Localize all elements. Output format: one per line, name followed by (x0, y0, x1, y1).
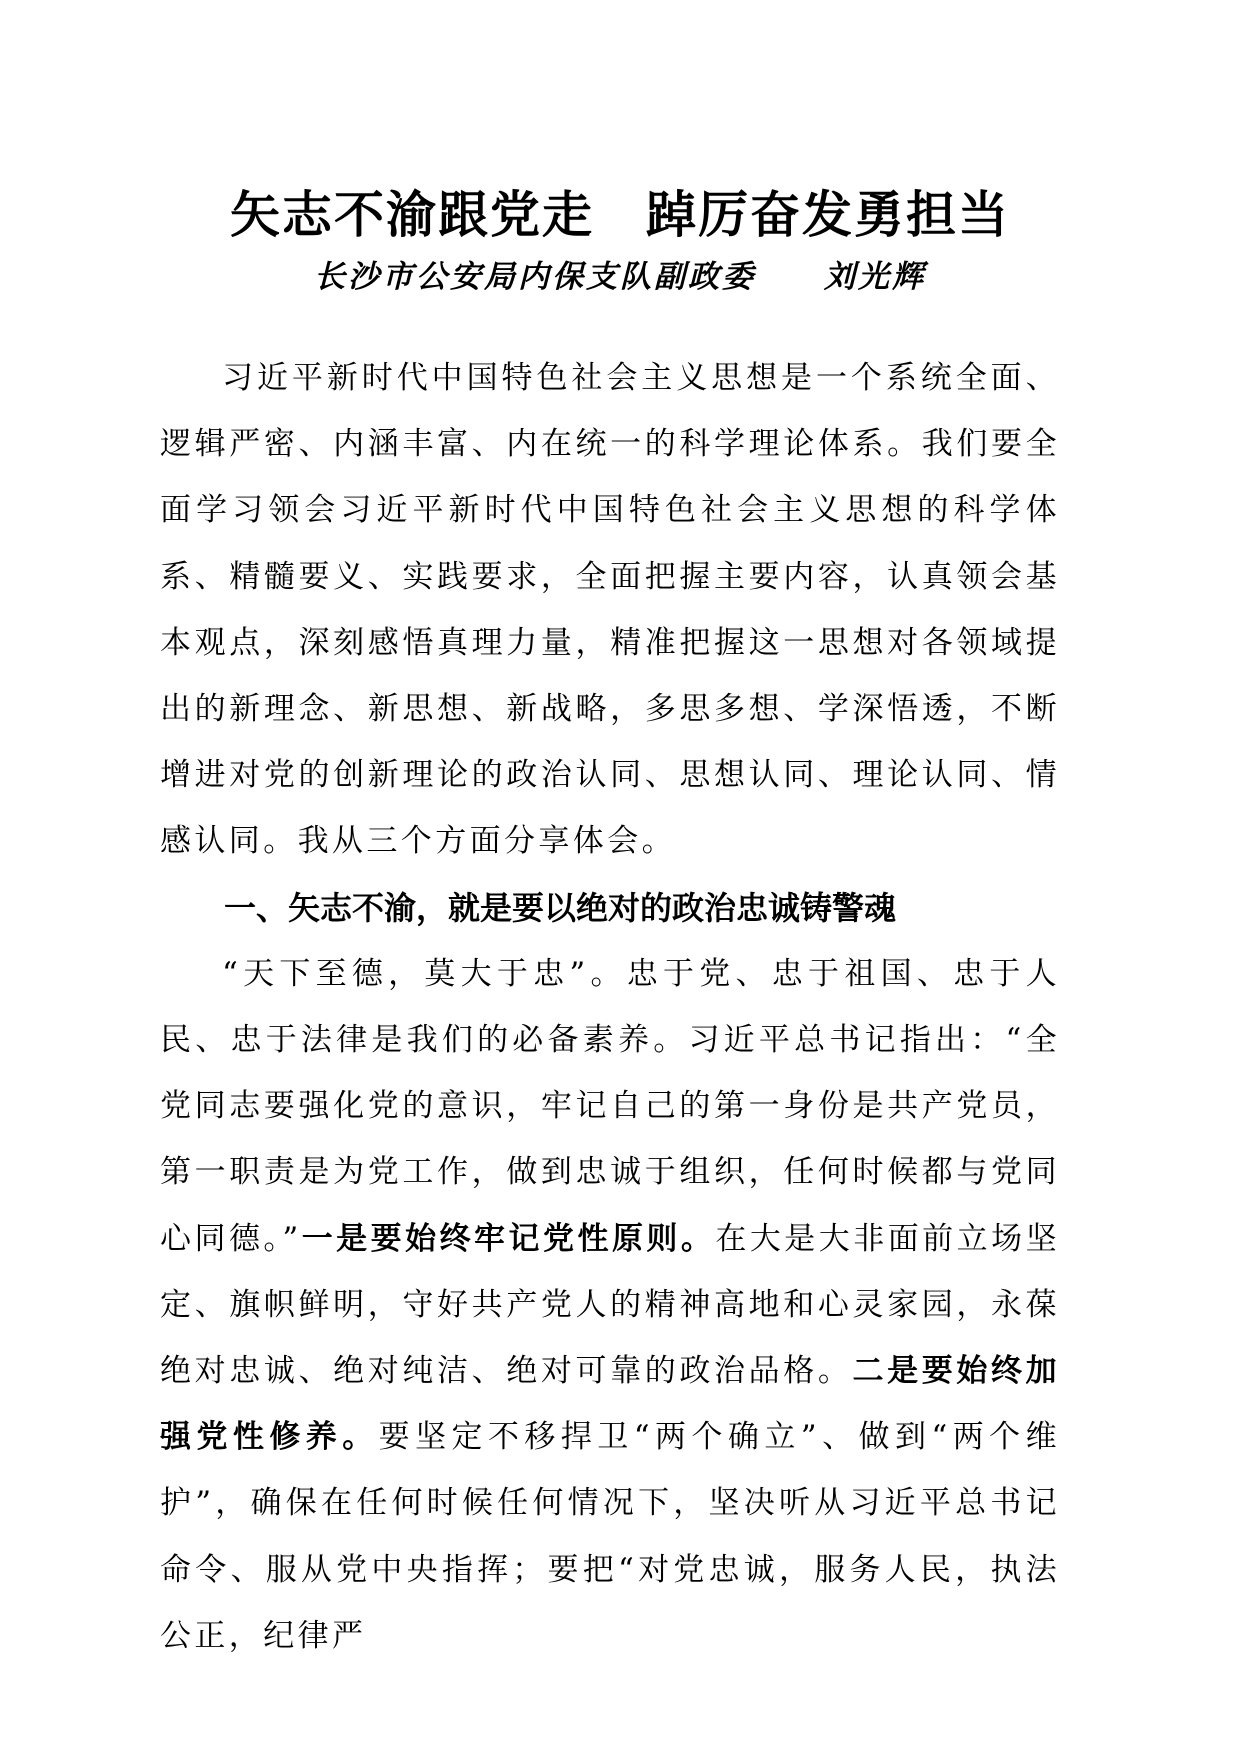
author-byline: 长沙市公安局内保支队副政委 刘光辉 (314, 259, 926, 295)
article-body (160, 345, 1060, 1669)
section-paragraph (160, 941, 1060, 1669)
key-point-1: 一是要始终牢记党性原则。 (301, 1220, 716, 1257)
intro-paragraph: 习近平新时代中国特色社会主义思想是一个系统全面、逻辑严密、内涵丰富、内在统一的科学理论体系。我们要全面学习领会习近平新时代中国特色社会主义思想的科学体系、精髓要义、实践要求，全面把握主要内容，认真领会基本观点，深刻感悟真理力量，精准把握这一思想对各领域提出的新理念、新思想、新战略，多思多想、学深悟透，不断增进对党的创新理论的政治认同、思想认同、理论认同、情感认同。我从三个方面分享体会。 (160, 360, 1060, 860)
page-title: 矢志不渝跟党走 踔厉奋发勇担当 (230, 186, 1010, 244)
paragraph-text: 要坚定不移捍卫“两个确立”、做到“两个维护”，确保在任何时候任何情况下，坚决听从习近平总书记命令、服从党中央指挥；要把“对党忠诚，服务人民，执法公正，纪律严 (160, 1419, 1060, 1654)
paragraph-text: “天下至德，莫大于忠”。忠于党、忠于祖国、忠于人民、忠于法律是我们的必备素养。习近平总书记指出：“全党同志要强化党的意识，牢记自己的第一身份是共产党员，第一职责是为党工作，做到忠诚于组织，任何时候都与党同心同德。” (160, 955, 1060, 1257)
paragraph-text: 在大是大非面前立场坚定、旗帜鲜明，守好共产党人的精神高地和心灵家园，永葆绝对忠诚、绝对纯洁、绝对可靠的政治品格。 (160, 1220, 1060, 1390)
section-heading: 一、矢志不渝，就是要以绝对的政治忠诚铸警魂 (224, 888, 897, 927)
key-point-2: 二是要始终加强党性修养。 (160, 1353, 1061, 1456)
